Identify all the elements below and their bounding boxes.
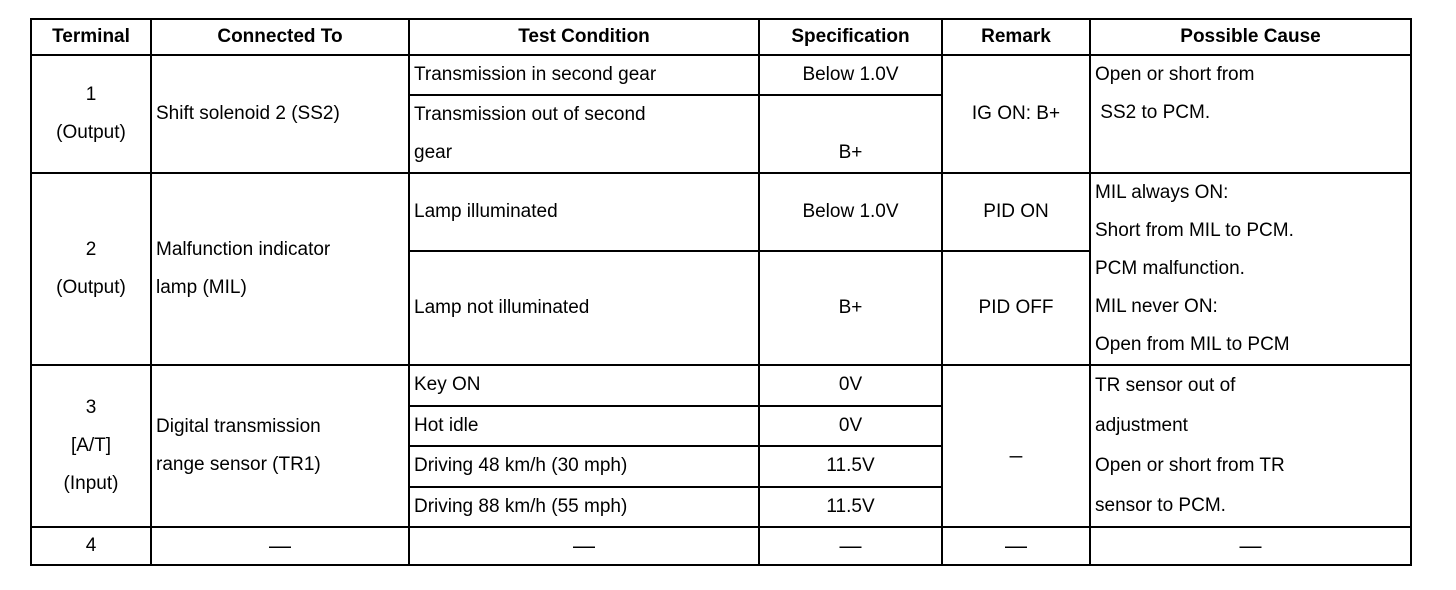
test-condition-cell: Lamp illuminated: [409, 173, 759, 251]
condition-line: Transmission out of second: [414, 104, 646, 125]
terminal-cell: 4: [31, 527, 151, 565]
table-row: [31, 527, 1411, 565]
specification-cell: B+: [759, 251, 942, 365]
cause-line: MIL never ON:: [1095, 296, 1218, 317]
terminal-number: 3: [85, 397, 97, 418]
terminal-direction: (Output): [56, 122, 126, 143]
cause-line: SS2 to PCM.: [1095, 102, 1211, 123]
specification-cell: Below 1.0V: [759, 55, 942, 95]
connected-line: Malfunction indicator: [156, 239, 331, 260]
terminal-direction: (Input): [63, 473, 119, 494]
table-row: [31, 173, 1411, 251]
header-remark: Remark: [942, 19, 1090, 55]
test-condition-cell: Key ON: [409, 365, 759, 406]
test-condition-cell: [409, 95, 759, 173]
cause-line: Open or short from TR: [1095, 455, 1285, 476]
terminal-direction: (Output): [56, 277, 126, 298]
test-condition-cell: Lamp not illuminated: [409, 251, 759, 365]
header-specification: Specification: [759, 19, 942, 55]
cause-line: sensor to PCM.: [1095, 495, 1226, 516]
connected-to-cell: [151, 365, 409, 527]
specification-cell: 11.5V: [759, 446, 942, 487]
possible-cause-cell: [1090, 365, 1411, 527]
header-possible-cause: Possible Cause: [1090, 19, 1411, 55]
connected-to-cell: —: [151, 527, 409, 565]
test-condition-cell: —: [409, 527, 759, 565]
test-condition-cell: Driving 48 km/h (30 mph): [409, 446, 759, 487]
table-row: [31, 55, 1411, 95]
pinout-table-container: [30, 18, 1412, 566]
cause-line: TR sensor out of: [1095, 375, 1236, 396]
header-terminal: Terminal: [31, 19, 151, 55]
terminal-number: 1: [85, 84, 97, 105]
cause-line: PCM malfunction.: [1095, 258, 1245, 279]
possible-cause-cell: —: [1090, 527, 1411, 565]
specification-cell: 11.5V: [759, 487, 942, 528]
terminal-spec-table: [30, 18, 1412, 566]
connected-line: lamp (MIL): [156, 277, 247, 298]
specification-cell: —: [759, 527, 942, 565]
possible-cause-cell: [1090, 173, 1411, 365]
possible-cause-cell: [1090, 55, 1411, 173]
connected-line: Digital transmission: [156, 416, 321, 437]
connected-to-cell: [151, 173, 409, 365]
specification-cell: B+: [759, 95, 942, 173]
remark-cell: IG ON: B+: [942, 55, 1090, 173]
header-test-condition: Test Condition: [409, 19, 759, 55]
cause-line: MIL always ON:: [1095, 182, 1229, 203]
cause-line: adjustment: [1095, 415, 1188, 436]
table-row: [31, 365, 1411, 406]
specification-cell: 0V: [759, 406, 942, 447]
specification-cell: Below 1.0V: [759, 173, 942, 251]
cause-line: Short from MIL to PCM.: [1095, 220, 1294, 241]
terminal-type: [A/T]: [70, 435, 112, 456]
terminal-number: 2: [85, 239, 97, 260]
remark-cell: PID ON: [942, 173, 1090, 251]
test-condition-cell: Hot idle: [409, 406, 759, 447]
cause-line: Open or short from: [1095, 64, 1255, 85]
cause-line: Open from MIL to PCM: [1095, 334, 1290, 355]
test-condition-cell: Transmission in second gear: [409, 55, 759, 95]
terminal-cell: [31, 55, 151, 173]
remark-cell: _: [942, 365, 1090, 527]
remark-cell: PID OFF: [942, 251, 1090, 365]
header-row: [31, 19, 1411, 55]
remark-cell: —: [942, 527, 1090, 565]
header-connected-to: Connected To: [151, 19, 409, 55]
terminal-cell: [31, 365, 151, 527]
specification-cell: 0V: [759, 365, 942, 406]
connected-to-cell: Shift solenoid 2 (SS2): [151, 55, 409, 173]
connected-line: range sensor (TR1): [156, 454, 321, 475]
terminal-cell: [31, 173, 151, 365]
condition-line: gear: [414, 142, 453, 163]
test-condition-cell: Driving 88 km/h (55 mph): [409, 487, 759, 528]
